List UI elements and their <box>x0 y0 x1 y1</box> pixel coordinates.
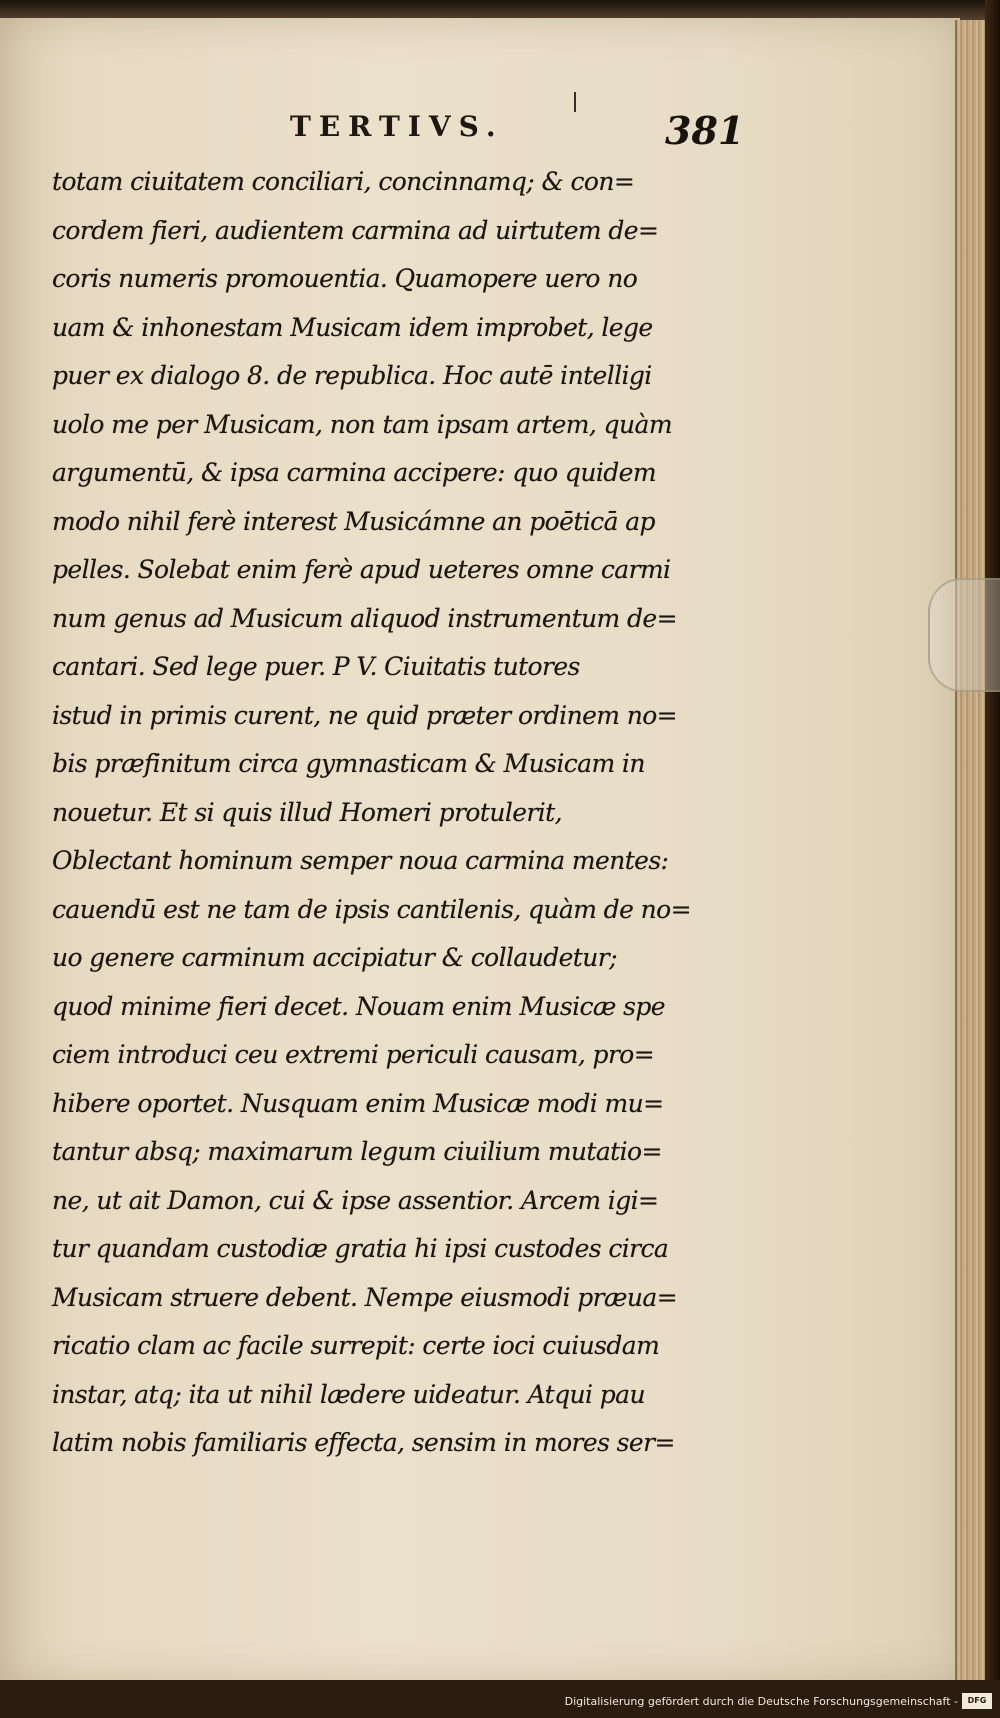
text-line: Oblectant hominum semper noua carmina mentes: <box>52 846 669 875</box>
text-line: ricatio clam ac facile surrepit: certe ioci cuiusdam <box>52 1331 660 1360</box>
text-line: num genus ad Musicum aliquod instrumentum de= <box>52 603 677 633</box>
text-line: tantur absq; maximarum legum ciuilium mutatio= <box>52 1137 662 1166</box>
page-clip <box>928 578 1000 692</box>
text-line: tur quandam custodiæ gratia hi ipsi custodes circa <box>52 1234 669 1263</box>
text-line: cauendū est ne tam de ipsis cantilenis, quàm de no= <box>52 894 691 924</box>
text-line: ciem introduci ceu extremi periculi causam, pro= <box>52 1040 655 1069</box>
text-line: modo nihil ferè interest Musicámne an poēticā ap <box>52 506 655 536</box>
text-line: instar, atq; ita ut nihil lædere uideatur. Atqui pau <box>52 1379 645 1409</box>
text-line: argumentū, & ipsa carmina accipere: quo quidem <box>52 458 656 487</box>
text-line: hibere oportet. Nusquam enim Musicæ modi mu= <box>52 1088 664 1118</box>
text-line: ne, ut ait Damon, cui & ipse assentior. Arcem igi= <box>52 1185 659 1215</box>
body-text <box>52 158 732 1468</box>
text-line: pelles. Solebat enim ferè apud ueteres omne carmi <box>52 555 671 584</box>
text-line: quod minime fieri decet. Nouam enim Musicæ spe <box>52 991 665 1021</box>
text-line: Musicam struere debent. Nempe eiusmodi præua= <box>52 1282 678 1312</box>
text-line: nouetur. Et si quis illud Homeri protulerit, <box>52 797 562 827</box>
book-cover-edge <box>985 0 1000 1718</box>
dfg-logo: DFG <box>962 1693 992 1709</box>
text-line: uo genere carminum accipiatur & collaudetur; <box>52 943 617 972</box>
credit-text: Digitalisierung gefördert durch die Deutsche Forschungsgemeinschaft - <box>564 1694 958 1708</box>
head-mark <box>574 92 576 112</box>
text-line: latim nobis familiaris effecta, sensim in mores ser= <box>52 1428 675 1457</box>
digitization-credit <box>565 1693 992 1709</box>
text-line: totam ciuitatem conciliari, concinnamq; & con= <box>52 167 635 196</box>
text-line: coris numeris promouentia. Quamopere uero no <box>52 264 638 293</box>
running-head: TERTIVS. <box>290 110 504 143</box>
page-number: 381 <box>665 108 745 153</box>
text-line: cordem fieri, audientem carmina ad uirtutem de= <box>52 215 659 245</box>
text-line: uam & inhonestam Musicam idem improbet, lege <box>52 312 653 342</box>
text-line: istud in primis curent, ne quid præter ordinem no= <box>52 700 678 730</box>
text-line: cantari. Sed lege puer. P V. Ciuitatis tutores <box>52 652 580 681</box>
text-line: bis præfinitum circa gymnasticam & Musicam in <box>52 749 645 778</box>
text-line: uolo me per Musicam, non tam ipsam artem, quàm <box>52 409 672 439</box>
text-line: puer ex dialogo 8. de republica. Hoc autē intelligi <box>52 361 652 390</box>
